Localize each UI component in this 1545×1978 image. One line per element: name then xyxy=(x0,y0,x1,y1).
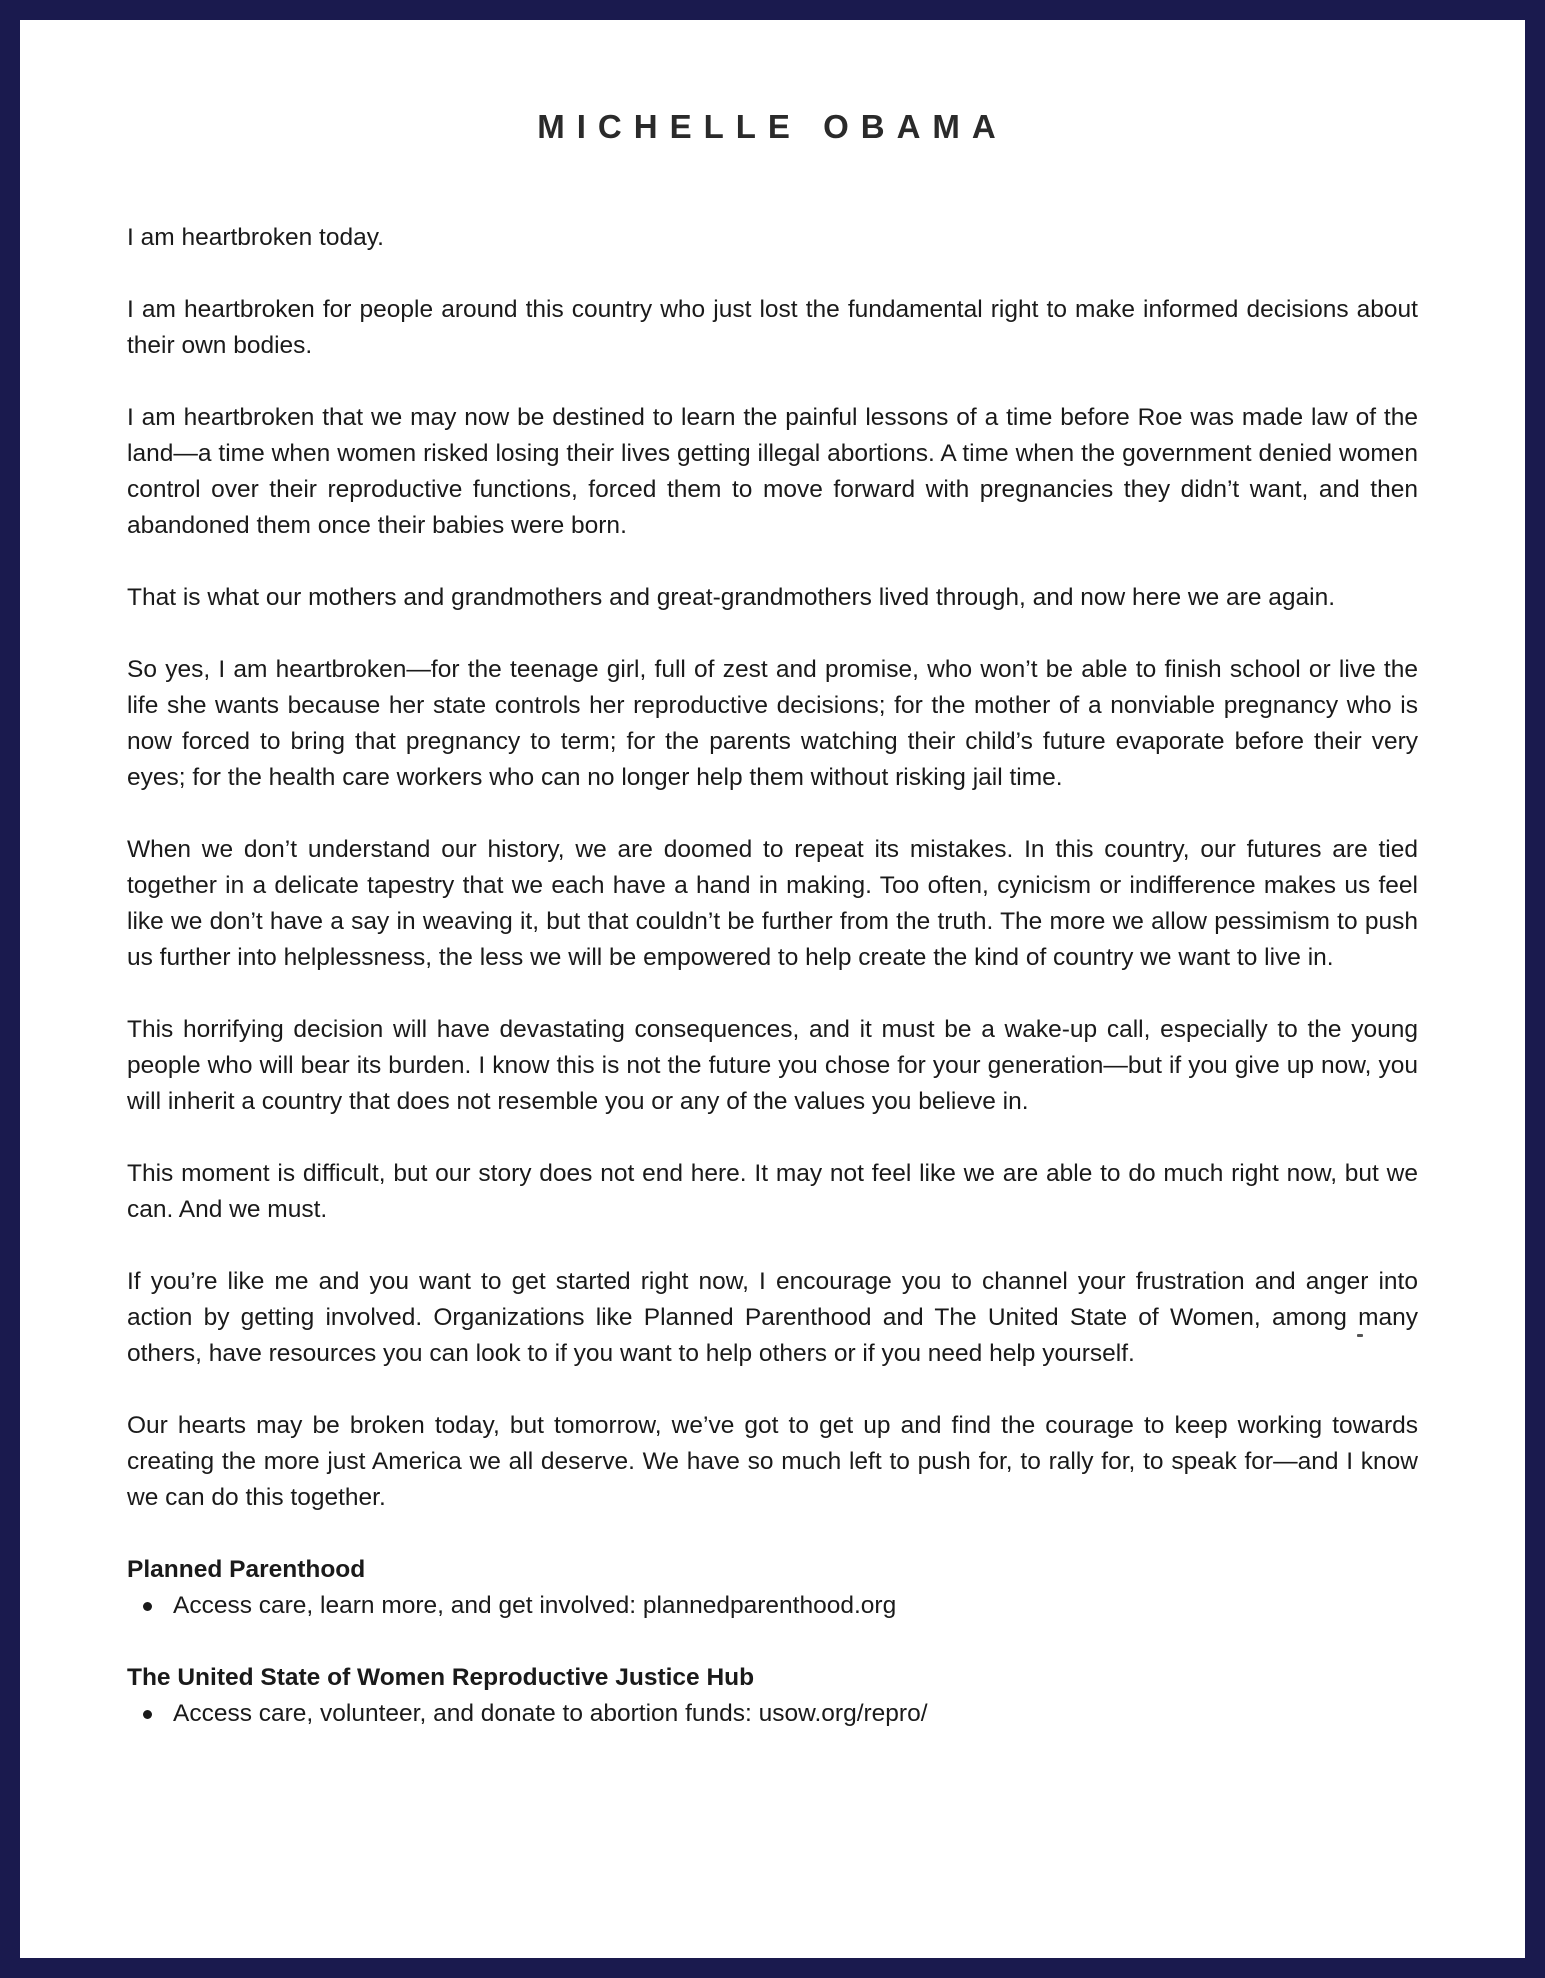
resource-list-planned-parenthood xyxy=(127,1588,1418,1624)
paragraph: This horrifying decision will have devastating consequences, and it must be a wake-up call, especially to the young people who will bear its burden. I know this is not the future you chose for your generation—but if you give up now, you will inherit a country that does not resemble you or any of the values you believe in. xyxy=(127,1016,1418,1115)
paragraph: I am heartbroken today. xyxy=(127,224,384,251)
paragraph: I am heartbroken that we may now be destined to learn the painful lessons of a time before Roe was made law of the land—a time when women risked losing their lives getting illegal abortions. A time when the government denied women control over their reproductive functions, forced them to move forward with pregnancies they didn’t want, and then abandoned them once their babies were born. xyxy=(127,404,1418,539)
paragraph: I am heartbroken for people around this country who just lost the fundamental right to make informed decisions about their own bodies. xyxy=(127,296,1418,359)
paragraph: When we don’t understand our history, we are doomed to repeat its mistakes. In this country, our futures are tied together in a delicate tapestry that we each have a hand in making. Too often, cynicism or indifference makes us feel like we don’t have a say in weaving it, but that couldn’t be further from the truth. The more we allow pessimism to push us further into helplessness, the less we will be empowered to help create the kind of country we want to live in. xyxy=(127,836,1418,971)
bullet-icon xyxy=(143,1602,152,1611)
list-item xyxy=(127,1696,1418,1732)
resource-item-text: Access care, volunteer, and donate to abortion funds: usow.org/repro/ xyxy=(173,1700,928,1727)
paragraph: So yes, I am heartbroken—for the teenage girl, full of zest and promise, who won’t be able to finish school or live the life she wants because her state controls her reproductive decisions; for the mother of a nonviable pregnancy who is now forced to bring that pregnancy to term; for the parents watching their child’s future evaporate before their very eyes; for the health care workers who can no longer help them without risking jail time. xyxy=(127,656,1418,791)
paragraph: If you’re like me and you want to get started right now, I encourage you to channel your frustration and anger into action by getting involved. Organizations like Planned Parenthood and The United State of Women, among many others, have resources you can look to if you want to help others or if you need help yourself. xyxy=(127,1268,1418,1367)
scan-speck xyxy=(1357,1334,1363,1337)
resource-item-text: Access care, learn more, and get involved: plannedparenthood.org xyxy=(173,1592,897,1619)
list-item xyxy=(127,1588,1418,1624)
paragraph: This moment is difficult, but our story does not end here. It may not feel like we are able to do much right now, but we can. And we must. xyxy=(127,1160,1418,1223)
resource-title-planned-parenthood: Planned Parenthood xyxy=(127,1556,366,1583)
resource-title-usow: The United State of Women Reproductive Justice Hub xyxy=(127,1664,755,1691)
letter-body xyxy=(127,220,1418,1768)
resource-list-usow xyxy=(127,1696,1418,1732)
letterhead-name: MICHELLE OBAMA xyxy=(537,108,1008,145)
bullet-icon xyxy=(143,1710,152,1719)
paragraph: That is what our mothers and grandmothers and great-grandmothers lived through, and now here we are again. xyxy=(127,584,1336,611)
paragraph: Our hearts may be broken today, but tomorrow, we’ve got to get up and find the courage to keep working towards creating the more just America we all deserve. We have so much left to push for, to rally for, to speak for—and I know we can do this together. xyxy=(127,1412,1418,1511)
